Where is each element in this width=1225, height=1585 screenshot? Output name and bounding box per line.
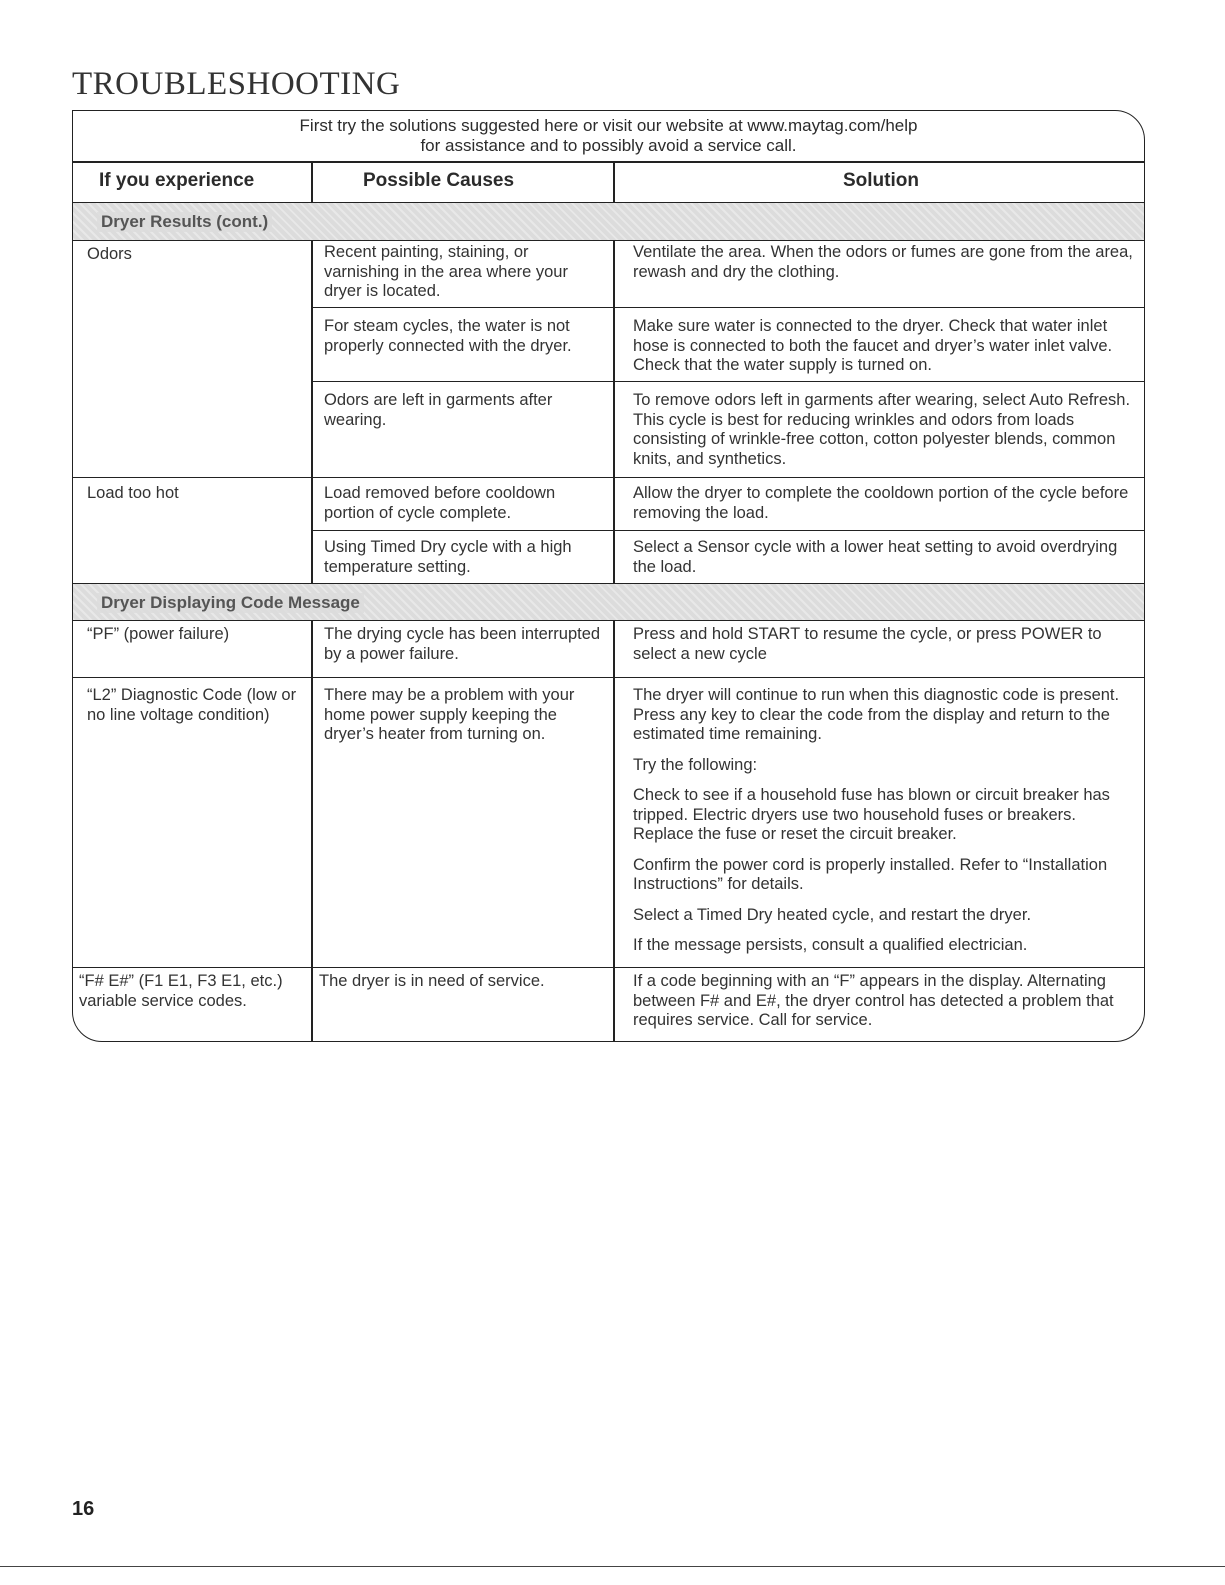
cause-cell: The drying cycle has been interrupted by a power failure. — [324, 625, 601, 663]
table-row-odors — [73, 241, 1144, 477]
solution-paragraph: Try the following: — [633, 755, 758, 774]
section-header-code-message — [73, 583, 1144, 621]
experience-cell: “F# E#” (F1 E1, F3 E1, etc.) variable service codes. — [79, 972, 283, 1010]
cause-cell: For steam cycles, the water is not properly connected with the dryer. — [324, 317, 572, 355]
bottom-rule — [0, 1566, 1225, 1567]
section-title: Dryer Results (cont.) — [97, 212, 272, 232]
solution-cell: Ventilate the area. When the odors or fumes are gone from the area, rewash and dry the clothing. — [633, 243, 1133, 281]
solution-paragraph: Check to see if a household fuse has blown or circuit breaker has tripped. Electric dryers use two household fuses or breakers. Replace the fuse or reset the circuit breaker. — [633, 786, 1110, 843]
cause-cell: The dryer is in need of service. — [319, 972, 545, 990]
solution-cell: Select a Sensor cycle with a lower heat setting to avoid overdrying the load. — [633, 538, 1118, 576]
table-row-f-codes — [73, 967, 1144, 1042]
experience-cell: Odors — [87, 245, 132, 263]
solution-cell — [633, 686, 1138, 967]
solution-paragraph: The dryer will continue to run when this diagnostic code is present. Press any key to clear the code from the display and return to the estimated time remaining. — [633, 686, 1120, 743]
cause-cell: Using Timed Dry cycle with a high temperature setting. — [324, 538, 572, 576]
page-title: TROUBLESHOOTING — [72, 66, 401, 102]
solution-paragraph: Confirm the power cord is properly installed. Refer to “Installation Instructions” for details. — [633, 855, 1108, 893]
solution-cell: If a code beginning with an “F” appears in the display. Alternating between F# and E#, the dryer control has detected a problem that requires service. Call for service. — [633, 972, 1114, 1029]
intro-text — [73, 111, 1144, 163]
table-header-row — [73, 163, 1144, 203]
solution-cell: Allow the dryer to complete the cooldown portion of the cycle before removing the load. — [633, 484, 1129, 522]
header-solution: Solution — [843, 170, 919, 191]
header-causes: Possible Causes — [363, 170, 515, 191]
experience-cell: “PF” (power failure) — [87, 625, 230, 643]
table-row-l2 — [73, 677, 1144, 967]
section-header-dryer-results — [73, 203, 1144, 241]
sub-row-divider — [311, 307, 1144, 308]
table-grid — [73, 163, 1144, 1042]
section-title: Dryer Displaying Code Message — [97, 593, 364, 613]
solution-cell: Make sure water is connected to the dryer. Check that water inlet hose is connected to both the faucet and dryer’s water inlet valve. Check that the water supply is turned on. — [633, 317, 1113, 374]
solution-cell: To remove odors left in garments after wearing, select Auto Refresh. This cycle is best for reducing wrinkles and odors from loads consisting of wrinkle-free cotton, cotton polyester blends, common knits, and synthetics. — [633, 391, 1131, 468]
cause-cell: Odors are left in garments after wearing. — [324, 391, 553, 429]
table-row-load-too-hot — [73, 477, 1144, 583]
sub-row-divider — [311, 381, 1144, 382]
troubleshooting-table — [72, 110, 1145, 1042]
cause-cell: Recent painting, staining, or varnishing in the area where your dryer is located. — [324, 243, 568, 300]
solution-paragraph: If the message persists, consult a qualified electrician. — [633, 936, 1028, 954]
solution-paragraph: Select a Timed Dry heated cycle, and restart the dryer. — [633, 905, 1032, 924]
solution-cell: Press and hold START to resume the cycle, or press POWER to select a new cycle — [633, 625, 1102, 663]
cause-cell: There may be a problem with your home power supply keeping the dryer’s heater from turning on. — [324, 686, 575, 743]
experience-cell: Load too hot — [87, 484, 179, 502]
cause-cell: Load removed before cooldown portion of cycle complete. — [324, 484, 556, 522]
header-experience: If you experience — [99, 170, 255, 191]
intro-line-1: First try the solutions suggested here or visit our website at www.maytag.com/help — [299, 116, 918, 135]
sub-row-divider — [311, 530, 1144, 531]
page-number: 16 — [72, 1498, 95, 1520]
intro-line-2: for assistance and to possibly avoid a service call. — [420, 136, 797, 155]
table-row-pf — [73, 621, 1144, 677]
experience-cell: “L2” Diagnostic Code (low or no line voltage condition) — [87, 686, 297, 724]
